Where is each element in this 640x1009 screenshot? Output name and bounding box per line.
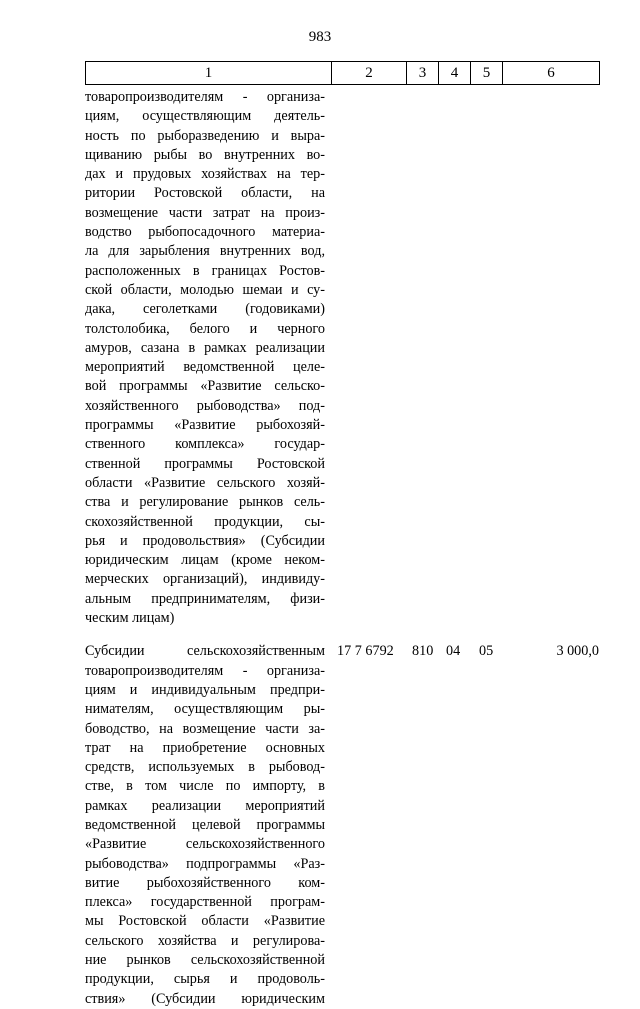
description-line: области «Развитие сельского хозяй- (85, 474, 325, 491)
description-line: средств, используемых в рыбовод- (85, 759, 325, 776)
page-number: 983 (308, 29, 332, 45)
description-line: мы Ростовской области «Развитие (85, 913, 325, 930)
description-line: циям и индивидуальным предпри- (85, 681, 325, 698)
description-line: мерческих организаций), индивиду- (85, 571, 325, 588)
description-line: возмещение части затрат на произ- (85, 204, 325, 221)
description-line: боводство, на возмещение части за- (85, 720, 325, 737)
description-line: нимателям, осуществляющим ры- (85, 701, 325, 718)
section-code: 04 (446, 643, 461, 660)
table-row (85, 88, 605, 628)
column-header-5: 5 (471, 62, 503, 85)
description-line: ственной программы Ростовской (85, 455, 325, 472)
amount-value: 3 000,0 (556, 643, 599, 660)
description-line: альным предпринимателям, физи- (85, 590, 325, 607)
description-line: ства и регулирование рынков сель- (85, 494, 325, 511)
description-line: дака, сеголетками (годовиками) (85, 301, 325, 318)
description-line: Субсидии сельскохозяйственным (85, 643, 325, 660)
description-line: рыбоводства» подпрограммы «Раз- (85, 855, 325, 872)
column-header-row (86, 62, 600, 85)
column-header-3: 3 (407, 62, 439, 85)
subsection-code: 05 (479, 643, 494, 660)
row-description (85, 642, 325, 1009)
description-line: программы «Развитие рыбохозяй- (85, 417, 325, 434)
column-header-4: 4 (439, 62, 471, 85)
description-line: дах и прудовых хозяйствах на тер- (85, 166, 325, 183)
column-header-2: 2 (332, 62, 407, 85)
description-line: амуров, сазана в рамках реализации (85, 339, 325, 356)
target-article-code: 17 7 6792 (337, 643, 394, 660)
description-line: щиванию рыбы во внутренних во- (85, 146, 325, 163)
description-line: водство рыбопосадочного материа- (85, 224, 325, 241)
description-line: стве, в том числе по импорту, в (85, 778, 325, 795)
description-line: ла для зарыбления внутренних вод, (85, 243, 325, 260)
description-line: сельского хозяйства и регулирова- (85, 932, 325, 949)
description-line: скохозяйственной продукции, сы- (85, 513, 325, 530)
description-line: мероприятий ведомственной целе- (85, 359, 325, 376)
description-line: толстолобика, белого и черного (85, 320, 325, 337)
description-line: юридическим лицам (кроме неком- (85, 552, 325, 569)
description-line: товаропроизводителям - организа- (85, 89, 325, 105)
column-header-1: 1 (86, 62, 332, 85)
description-line: ской области, молодью шемаи и су- (85, 281, 325, 298)
description-line: ведомственной целевой программы (85, 816, 325, 833)
column-header-6: 6 (503, 62, 600, 85)
column-header-table (85, 61, 600, 85)
description-line: ственного комплекса» государ- (85, 436, 325, 453)
description-line: циям, осуществляющим деятель- (85, 108, 325, 125)
description-line: рамках реализации мероприятий (85, 797, 325, 814)
description-line: рья и продовольствия» (Субсидии (85, 532, 325, 549)
description-line: хозяйственного рыбоводства» под- (85, 397, 325, 414)
row-description (85, 88, 325, 628)
description-line: расположенных в границах Ростов- (85, 262, 325, 279)
description-line: продукции, сырья и продоволь- (85, 971, 325, 988)
table-body (85, 88, 605, 1009)
description-line: плекса» государственной програм- (85, 894, 325, 911)
description-line: ритории Ростовской области, на (85, 185, 325, 202)
description-line: вой программы «Развитие сельско- (85, 378, 325, 395)
expense-type-code: 810 (412, 643, 434, 660)
description-line: трат на приобретение основных (85, 739, 325, 756)
description-line: «Развитие сельскохозяйственного (85, 836, 325, 853)
description-line: ние рынков сельскохозяйственной (85, 952, 325, 969)
description-line: товаропроизводителям - организа- (85, 662, 325, 679)
table-row (85, 642, 605, 1009)
description-line: ческим лицам) (85, 610, 175, 627)
description-line: ность по рыборазведению и выра- (85, 127, 325, 144)
description-line: витие рыбохозяйственного ком- (85, 874, 325, 891)
description-line: ствия» (Субсидии юридическим (85, 990, 325, 1007)
